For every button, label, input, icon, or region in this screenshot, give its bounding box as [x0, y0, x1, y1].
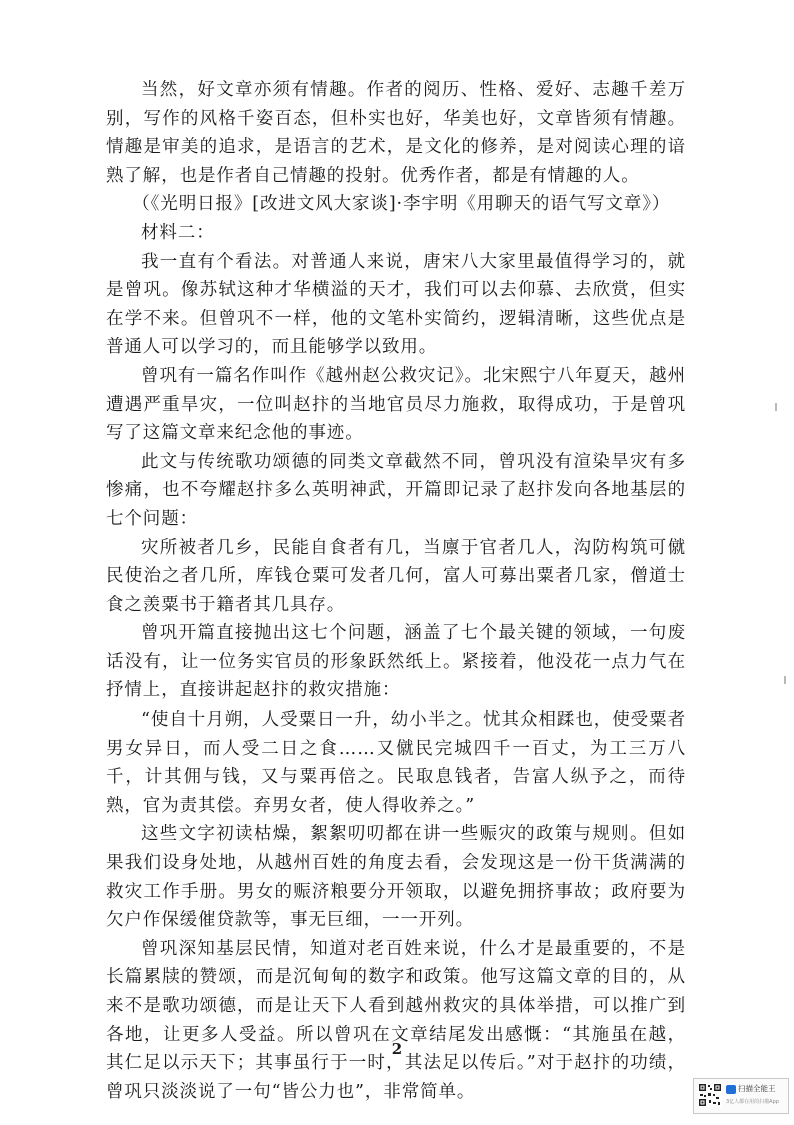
scan-edge-mark: [784, 676, 786, 684]
paragraph-qingqu: 当然，好文章亦须有情趣。作者的阅历、性格、爱好、志趣千差万别，写作的风格千姿百态，但朴实也好，华美也好，文章皆须有情趣。情趣是审美的追求，是语言的艺术，是文化的修养，是对阅读心理的谙熟了解，也是作者自己情趣的投射。优秀作者，都是有情趣的人。: [106, 80, 686, 186]
paragraph-conclusion: 曾巩深知基层民情，知道对老百姓来说，什么才是最重要的，不是长篇累牍的赞颂，而是沉甸甸的数字和政策。他写这篇文章的目的，从来不是歌功颂德，而是让天下人看到越州救灾的具体举措，可以推广到各地，让更多人受益。所以曾巩在文章结尾发出感慨：“其施虽在越，其仁足以示天下；其事虽行于一时，其法足以传后。”对于赵抃的功绩，曾巩只淡淡说了一句“皆公力也”，非常简单。: [106, 938, 686, 1102]
badge-title: 扫描全能王: [738, 1084, 776, 1093]
source-citation: （《光明日报》[改进文风大家谈]·李宇明《用聊天的语气写文章》）: [132, 194, 671, 215]
material-two-heading: 材料二：: [141, 222, 215, 243]
paragraph-famous-work: 曾巩有一篇名作叫作《越州赵公救灾记》。北宋熙宁八年夏天，越州遭遇严重旱灾，一位叫赵抃的当地官员尽力施救，取得成功，于是曾巩写了这篇文章来纪念他的事迹。: [106, 365, 686, 444]
scan-edge-mark: [775, 403, 777, 411]
badge-subtitle: 3亿人都在用的扫描App: [726, 1099, 779, 1105]
paragraph-contrast: 此文与传统歌功颂德的同类文章截然不同，曾巩没有渲染旱灾有多惨痛，也不夸耀赵抃多么英明神武，开篇即记录了赵抃发向各地基层的七个问题：: [106, 451, 686, 529]
scanner-watermark-badge: [693, 1078, 789, 1114]
paragraph-opening: 曾巩开篇直接抛出这七个问题，涵盖了七个最关键的领域，一句废话没有，让一位务实官员的形象跃然纸上。紧接着，他没花一点力气在抒情上，直接讲起赵抃的救灾措施：: [106, 623, 686, 701]
paragraph-seven-questions: 灾所被者几乡，民能自食者有几，当廪于官者几人，沟防构筑可僦民使治之者几所，库钱仓粟可发者几何，富人可募出粟者几家，僧道士食之羡粟书于籍者其几具存。: [106, 537, 686, 615]
article-body: [106, 76, 686, 1106]
camscanner-logo-icon: [726, 1085, 736, 1094]
page-number: 2: [391, 1040, 403, 1058]
paragraph-manual: 这些文字初读枯燥，絮絮叨叨都在讲一些赈灾的政策与规则。但如果我们设身处地，从越州百姓的角度去看，会发现这是一份干货满满的救灾工作手册。男女的赈济粮要分开领取，以避免拥挤事故；政府要为欠户作保缓催贷款等，事无巨细，一一开列。: [106, 824, 686, 931]
paragraph-view: 我一直有个看法。对普通人来说，唐宋八大家里最值得学习的，就是曾巩。像苏轼这种才华横溢的天才，我们可以去仰慕、去欣赏，但实在学不来。但曾巩不一样，他的文笔朴实简约，逻辑清晰，这些优点是普通人可以学习的，而且能够学以致用。: [106, 251, 686, 358]
paragraph-quote: “使自十月朔，人受粟日一升，幼小半之。忧其众相蹂也，使受粟者男女异日，而人受二日之食……又僦民完城四千一百丈，为工三万八千，计其佣与钱，又与粟再倍之。民取息钱者，告富人纵予之，而待熟，官为责其偿。弃男女者，使人得收养之。”: [106, 710, 686, 816]
qr-code-icon: [698, 1083, 722, 1107]
